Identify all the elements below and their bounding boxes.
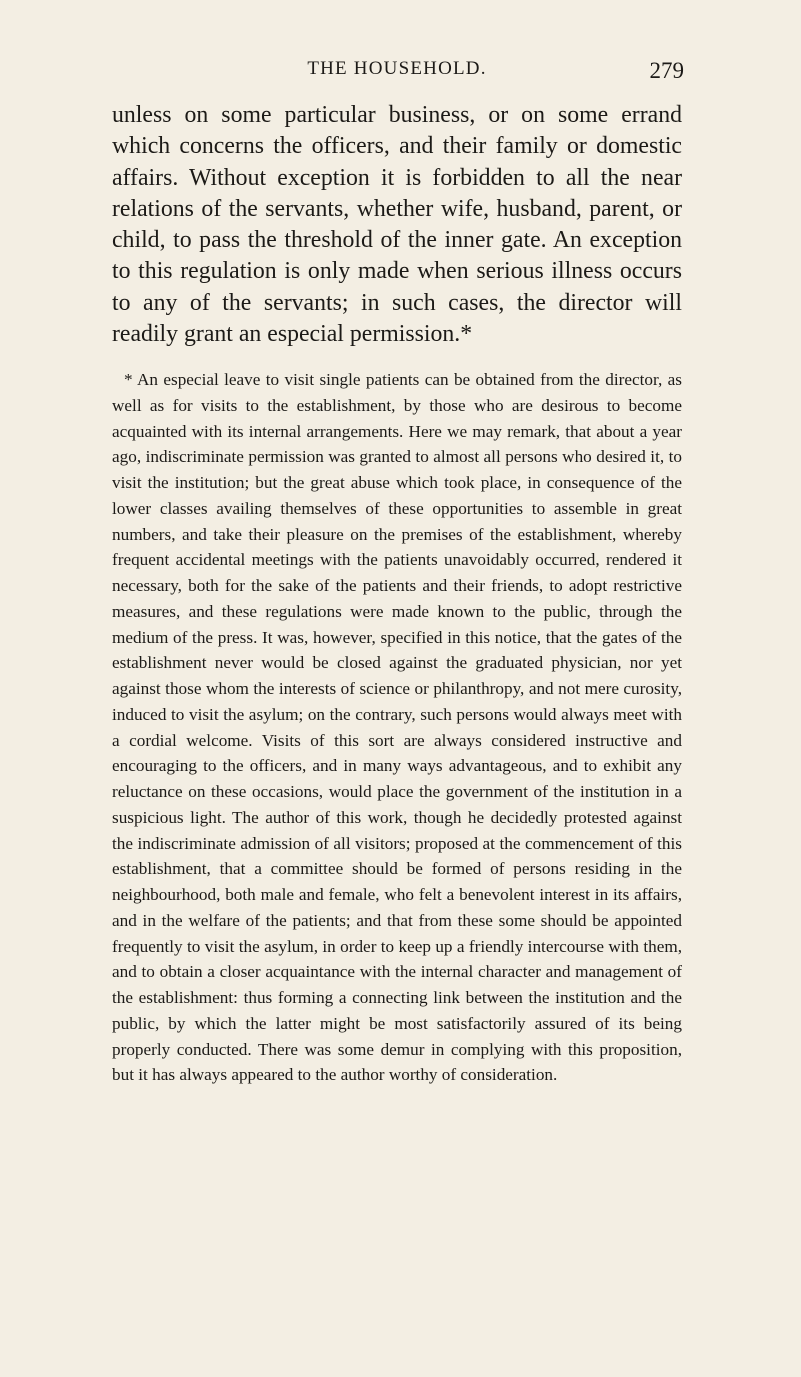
footnote: * An especial leave to visit single patients can be obtained from the director, as well as for visits to the establishment, by those who are desirous to become acquainted with its internal arrangements. Here we may remark, that about a year ago, indiscriminate permission was granted to almost all persons who desired it, to visit the institution; but the great abuse which took place, in consequence of the lower classes availing themselves of these opportunities to assemble in great numbers, and take their pleasure on the premises of the establishment, whereby frequent accidental meetings with the patients unavoidably occurred, rendered it necessary, both for the sake of the patients and their friends, to adopt restrictive measures, and these regulations were made known to the public, through the medium of the press. It was, however, specified in this notice, that the gates of the establishment never would be closed against the graduated physician, nor yet against those whom the interests of science or philanthropy, and not mere curosity, induced to visit the asylum; on the contrary, such persons would always meet with a cordial welcome. Visits of this sort are always considered instructive and encouraging to the officers, and in many ways advantageous, and to exhibit any reluctance on these occasions, would place the government of the institution in a suspicious light. The author of this work, though he decidedly protested against the indiscriminate admission of all visitors; proposed at the commencement of this establishment, that a committee should be formed of persons residing in the neighbourhood, both male and female, who felt a benevolent interest in its affairs, and in the welfare of the patients; and that from these some should be appointed frequently to visit the asylum, in order to keep up a friendly intercourse with them, and to obtain a closer acquaintance with the internal character and management of the establishment: thus forming a connecting link between the institution and the public, by which the latter might be most satisfactorily assured of its being properly conducted. There was some demur in complying with this proposition, but it has always appeared to the author worthy of consideration. [112,370,682,1085]
page-header [112,58,682,88]
running-head: THE HOUSEHOLD. [307,58,487,79]
page-number: 279 [649,58,684,83]
body-paragraph: unless on some particular business, or on some errand which concerns the officers, and their family or domestic affairs. Without exception it is forbidden to all the near relations of the servants, whether wife, husband, parent, or child, to pass the threshold of the inner gate. An exception to this regulation is only made when serious illness occurs to any of the servants; in such cases, the director will readily grant an especial permission.* [112,102,682,348]
